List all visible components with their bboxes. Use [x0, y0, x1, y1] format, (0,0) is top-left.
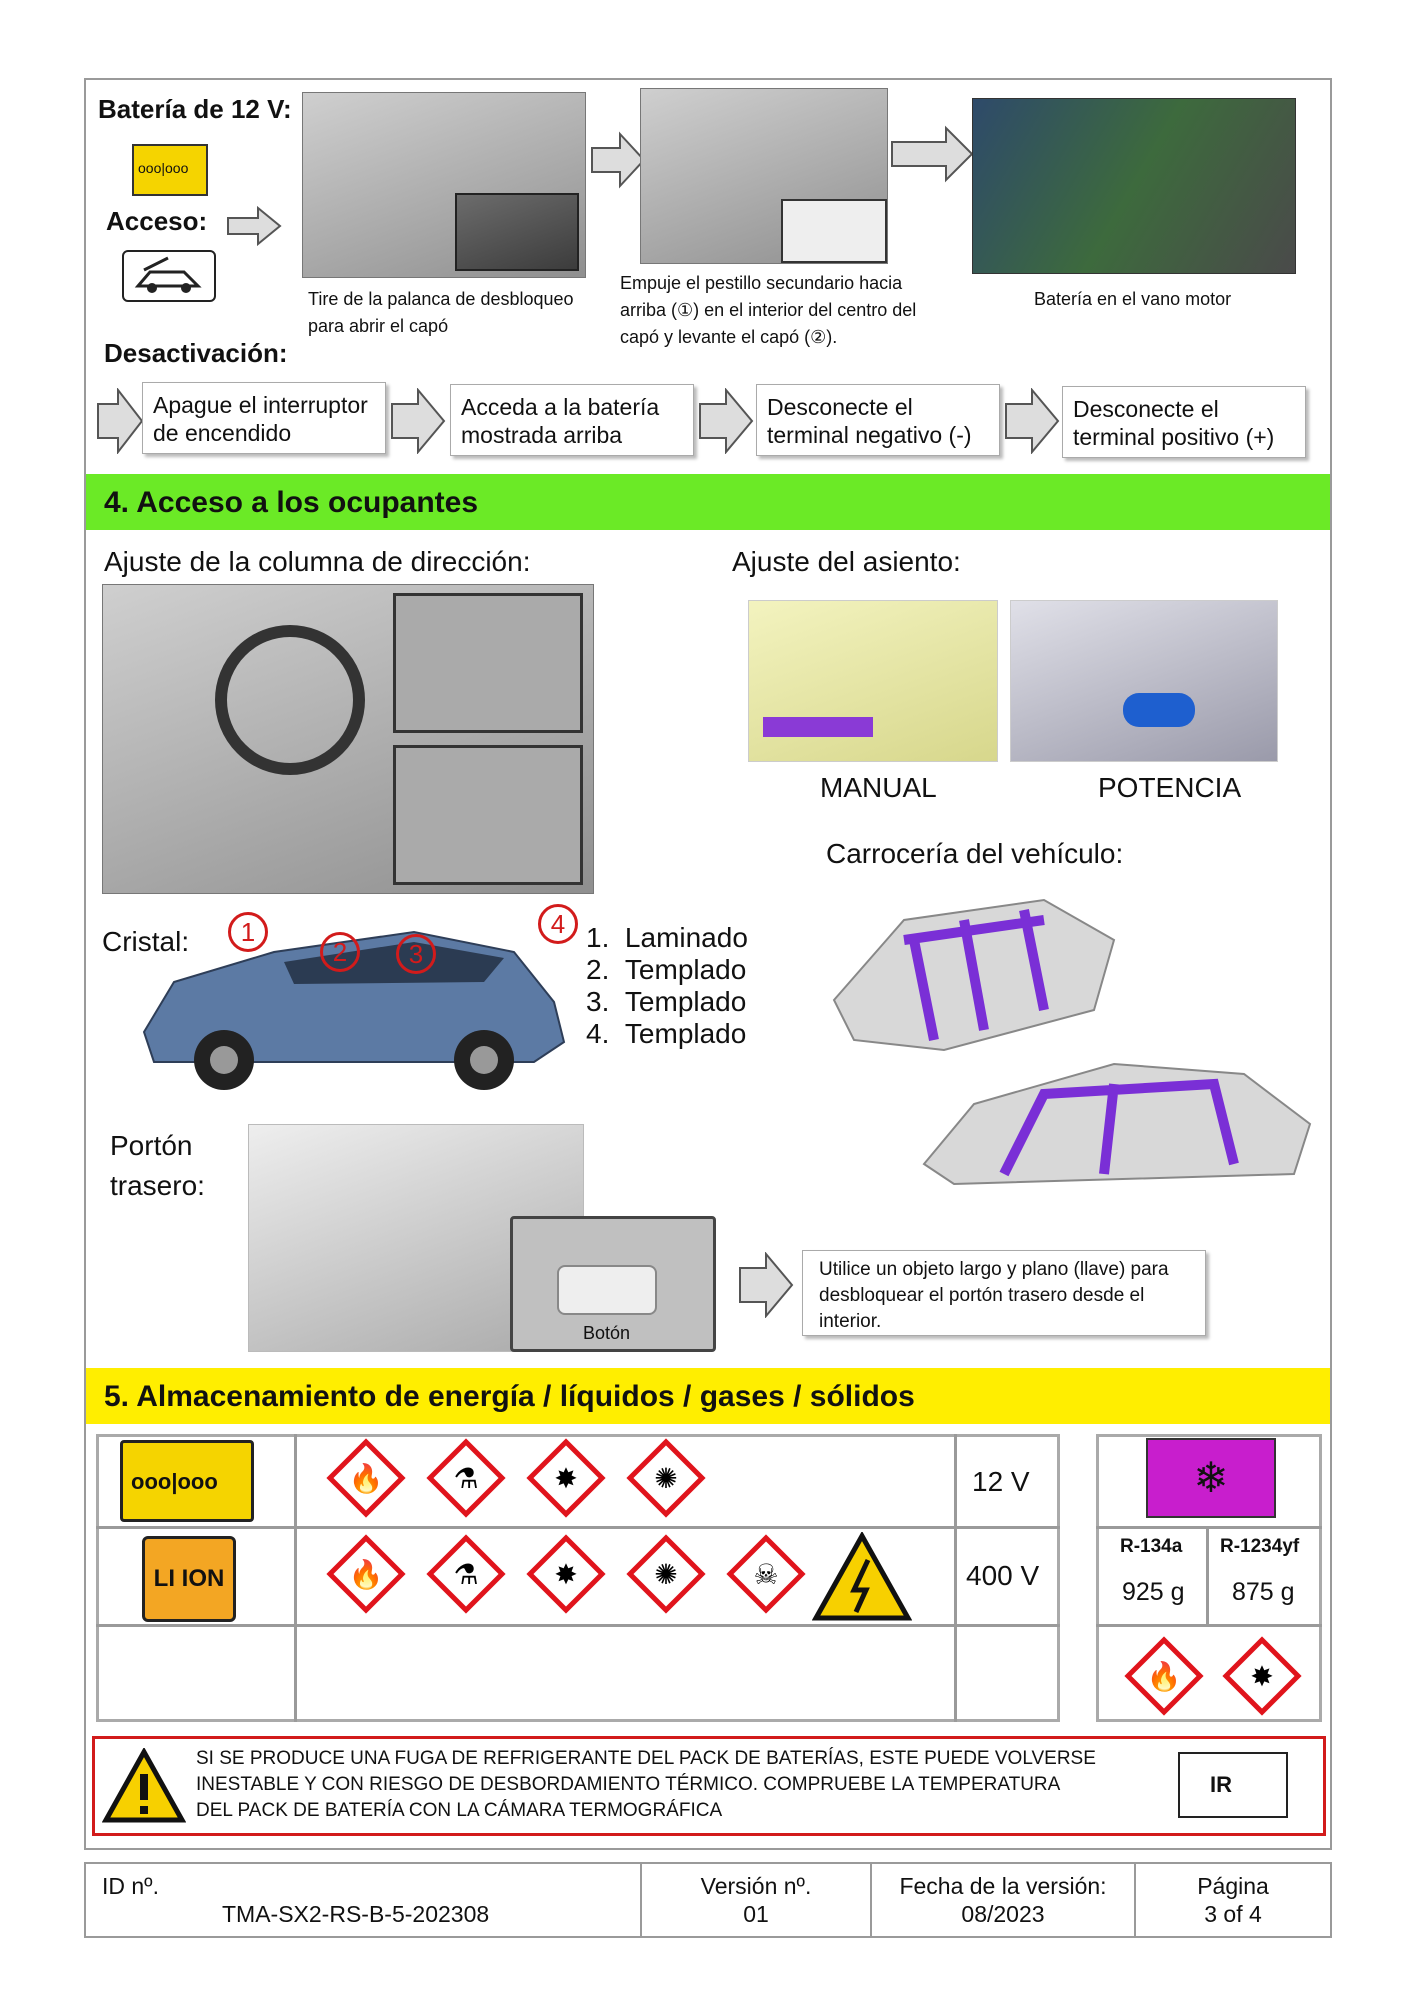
explosive-icon: ✺ — [626, 1438, 705, 1517]
row1-voltage: 12 V — [972, 1466, 1030, 1497]
ir-camera-icon — [1178, 1752, 1288, 1818]
engine-bay-caption: Batería en el vano motor — [1034, 289, 1232, 309]
footer-id-label: ID nº. — [102, 1873, 159, 1899]
high-voltage-icon — [812, 1532, 912, 1622]
seat-power-label: POTENCIA — [1098, 772, 1242, 803]
glass-num: 3. — [586, 986, 610, 1017]
footer-date-label: Fecha de la versión: — [899, 1873, 1107, 1899]
arrow-right-icon — [738, 1252, 794, 1318]
hood-latch-photo — [640, 88, 888, 264]
footer-page-cell — [1134, 1862, 1332, 1938]
footer-page-value: 3 of 4 — [1204, 1901, 1262, 1927]
footer-date-cell — [870, 1862, 1136, 1938]
glass-num: 2. — [586, 954, 610, 985]
tailgate-note: Utilice un objeto largo y plano (llave) para desbloquear el portón trasero desde el interior. — [802, 1250, 1206, 1336]
hood-lever-photo — [302, 92, 586, 278]
button-label: Botón — [583, 1323, 631, 1343]
arrow-right-icon — [890, 124, 976, 184]
battery-12v-icon: ooo|ooo — [132, 144, 208, 196]
footer-date-value: 08/2023 — [961, 1901, 1045, 1927]
battery-12v-icon: ooo|ooo — [120, 1440, 254, 1522]
body-structure-front-image — [824, 880, 1124, 1060]
access-label: Acceso: — [106, 206, 208, 236]
glass-num: 1. — [586, 922, 610, 953]
explosive-icon: ✺ — [626, 1534, 705, 1613]
warning-text: SI SE PRODUCE UNA FUGA DE REFRIGERANTE DEL PACK DE BATERÍAS, ESTE PUEDE VOLVERSE INESTABLE Y CON RIESGO DE DESBORDAMIENTO TÉRMICO. COMPRUEBE LA TEMPERATURA DEL PACK DE BATERÍA CON LA CÁMARA TERMOGRÁFICA — [196, 1748, 1096, 1821]
step-4: Desconecte el terminal positivo (+) — [1062, 386, 1306, 458]
footer-version-value: 01 — [743, 1901, 769, 1927]
body-label: Carrocería del vehículo: — [826, 838, 1124, 869]
flammable-icon: 🔥 — [326, 1534, 405, 1613]
footer-id-value: TMA-SX2-RS-B-5-202308 — [222, 1901, 490, 1927]
tailgate-button-inset — [510, 1216, 716, 1352]
glass-item: Templado — [624, 954, 747, 985]
flammable-icon: 🔥 — [1124, 1636, 1203, 1715]
glass-marker: 1 — [228, 912, 268, 952]
corrosive-icon: ⚗ — [426, 1438, 505, 1517]
glass-marker: 3 — [396, 934, 436, 974]
glass-item: Templado — [624, 1018, 747, 1049]
arrow-right-icon — [96, 388, 144, 454]
arrow-right-icon — [226, 206, 282, 246]
arrow-right-icon — [590, 130, 646, 190]
glass-marker: 2 — [320, 932, 360, 972]
battery-title: Batería de 12 V: — [98, 94, 292, 124]
arrow-right-icon — [698, 388, 754, 454]
engine-bay-photo — [972, 98, 1296, 274]
refrigerant-name: R-134a — [1120, 1536, 1183, 1557]
glass-num: 4. — [586, 1018, 610, 1049]
hood-lever-caption: Tire de la palanca de desbloqueo para abrir el capó — [308, 289, 574, 336]
section4-title: 4. Acceso a los ocupantes — [86, 474, 1330, 530]
seat-manual-label: MANUAL — [820, 772, 937, 803]
hood-open-icon — [122, 250, 216, 302]
row2-voltage: 400 V — [966, 1560, 1040, 1591]
footer-version-cell — [640, 1862, 872, 1938]
refrigerant-icon: ❄ — [1146, 1438, 1276, 1518]
body-structure-side-image — [914, 1044, 1318, 1194]
corrosive-icon: ⚗ — [426, 1534, 505, 1613]
glass-label: Cristal: — [102, 926, 190, 957]
health-hazard-icon: ✸ — [526, 1438, 605, 1517]
health-hazard-icon: ✸ — [1222, 1636, 1301, 1715]
toxic-icon: ☠ — [726, 1534, 805, 1613]
tailgate-label: trasero: — [110, 1170, 205, 1201]
step-2: Acceda a la batería mostrada arriba — [450, 384, 694, 456]
health-hazard-icon: ✸ — [526, 1534, 605, 1613]
refrigerant-name: R-1234yf — [1220, 1536, 1300, 1557]
step-1: Apague el interruptor de encendido — [142, 382, 386, 454]
footer-version-label: Versión nº. — [700, 1873, 812, 1899]
refrigerant-amount: 875 g — [1232, 1578, 1295, 1606]
li-ion-battery-icon: LI ION — [142, 1536, 236, 1622]
glass-marker: 4 — [538, 904, 578, 944]
warning-icon — [102, 1748, 186, 1824]
arrow-right-icon — [1004, 388, 1060, 454]
footer-id-cell — [84, 1862, 642, 1938]
seat-power-image — [1010, 600, 1278, 762]
step-3: Desconecte el terminal negativo (-) — [756, 384, 1000, 456]
ir-label: IR — [1210, 1772, 1232, 1797]
footer-page-label: Página — [1197, 1873, 1269, 1899]
flammable-icon: 🔥 — [326, 1438, 405, 1517]
steering-label: Ajuste de la columna de dirección: — [104, 546, 531, 577]
arrow-right-icon — [390, 388, 446, 454]
section5-title: 5. Almacenamiento de energía / líquidos / gases / sólidos — [86, 1368, 1330, 1424]
hood-latch-caption: Empuje el pestillo secundario hacia arriba (①) en el interior del centro del capó y levante el capó (②). — [620, 273, 917, 347]
steering-photo — [102, 584, 594, 894]
refrigerant-amount: 925 g — [1122, 1578, 1185, 1606]
glass-item: Templado — [624, 986, 747, 1017]
seat-label: Ajuste del asiento: — [732, 546, 961, 577]
glass-list — [586, 922, 748, 1050]
seat-manual-image — [748, 600, 998, 762]
glass-item: Laminado — [624, 922, 748, 953]
deactivation-label: Desactivación: — [104, 338, 288, 368]
tailgate-label: Portón — [110, 1130, 193, 1161]
